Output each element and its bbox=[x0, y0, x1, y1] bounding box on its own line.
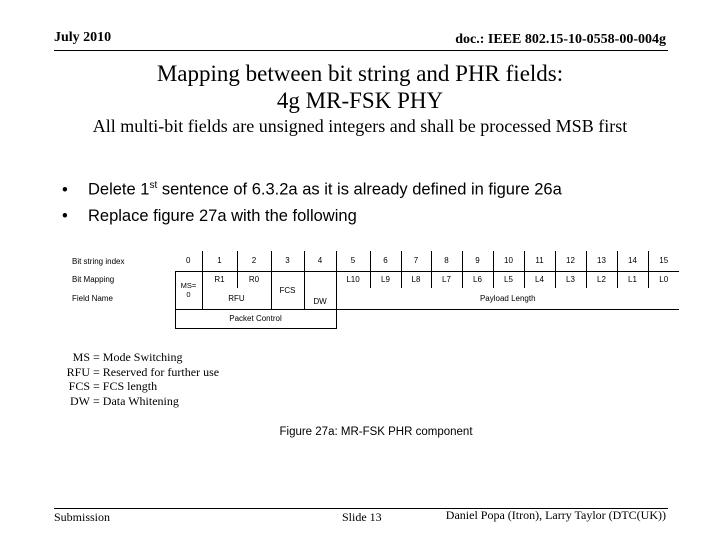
bit-mapping-cell: R0 bbox=[237, 271, 271, 288]
dw-mapping-cell: DW bbox=[304, 271, 336, 309]
packet-control-empty bbox=[336, 309, 679, 328]
bit-index-cell: 13 bbox=[586, 251, 617, 271]
legend-sep: = bbox=[93, 364, 103, 379]
bit-index-cell: 11 bbox=[524, 251, 555, 271]
field-name-label: Field Name bbox=[72, 294, 113, 303]
bullet-text: Replace figure 27a with the following bbox=[88, 207, 357, 225]
packet-control-row bbox=[66, 309, 679, 328]
bit-mapping-cell: L2 bbox=[586, 271, 617, 288]
bit-mapping-cell: L7 bbox=[431, 271, 462, 288]
legend-sep: = bbox=[93, 350, 103, 364]
footer-submission: Submission bbox=[54, 510, 111, 524]
bit-mapping-cell: L9 bbox=[370, 271, 401, 288]
legend-abbr: FCS bbox=[68, 379, 90, 394]
abbreviation-legend bbox=[62, 350, 219, 408]
bit-index-cell: 9 bbox=[462, 251, 493, 271]
ms-mapping-text: MS= bbox=[180, 281, 197, 290]
bit-mapping-label: Bit Mapping bbox=[72, 275, 115, 284]
legend-item bbox=[62, 365, 219, 380]
phr-bit-table bbox=[66, 251, 679, 329]
footer-slide-number: Slide 13 bbox=[342, 510, 382, 524]
figure-caption-text: : MR-FSK PHR component bbox=[334, 426, 473, 438]
slide-title bbox=[0, 60, 720, 114]
bit-index-cell: 15 bbox=[648, 251, 679, 271]
bit-index-cell: 10 bbox=[493, 251, 524, 271]
bit-mapping-cell: L1 bbox=[617, 271, 648, 288]
bit-mapping-cell: L5 bbox=[493, 271, 524, 288]
legend-sep: = bbox=[93, 379, 103, 394]
footer-authors: Daniel Popa (Itron), Larry Taylor (DTC(UK)) bbox=[445, 508, 666, 522]
bit-index-cell: 5 bbox=[336, 251, 370, 271]
bit-mapping-cell: R1 bbox=[202, 271, 237, 288]
bit-index-cell: 0 bbox=[186, 256, 191, 266]
bit-mapping-cell: L6 bbox=[462, 271, 493, 288]
legend-desc: Reserved for further use bbox=[102, 364, 220, 379]
bit-index-cell: 7 bbox=[401, 251, 431, 271]
bullet-list bbox=[62, 180, 562, 234]
rfu-field: RFU bbox=[202, 288, 271, 309]
bit-index-cell: 6 bbox=[370, 251, 401, 271]
bit-index-cell: 14 bbox=[617, 251, 648, 271]
fcs-mapping-cell: FCS bbox=[271, 271, 304, 309]
bit-index-cell: 3 bbox=[271, 251, 304, 271]
legend-sep: = bbox=[93, 393, 103, 408]
slide-title-line1: Mapping between bit string and PHR fields: bbox=[156, 61, 564, 86]
legend-desc: FCS length bbox=[102, 379, 158, 394]
legend-abbr: RFU bbox=[66, 364, 90, 379]
bit-mapping-cell: L3 bbox=[555, 271, 586, 288]
bit-index-cell: 2 bbox=[237, 251, 271, 271]
ms-mapping-cell bbox=[175, 271, 202, 309]
empty-cell bbox=[66, 309, 175, 328]
bit-index-cell: 1 bbox=[202, 251, 237, 271]
legend-item bbox=[62, 394, 219, 409]
bit-index-row bbox=[66, 251, 679, 271]
packet-control-field: Packet Control bbox=[175, 309, 336, 328]
bit-index-label: Bit string index bbox=[72, 256, 125, 266]
field-name-row bbox=[66, 288, 679, 309]
bullet-item bbox=[62, 180, 562, 207]
bit-index-cell: 8 bbox=[431, 251, 462, 271]
bit-mapping-cell: L10 bbox=[336, 271, 370, 288]
ms-mapping-value: 0 bbox=[186, 290, 191, 299]
legend-abbr: MS bbox=[72, 350, 90, 364]
header-date: July 2010 bbox=[54, 30, 112, 45]
bit-index-cell: 12 bbox=[555, 251, 586, 271]
bullet-superscript: st bbox=[149, 180, 158, 191]
bit-mapping-cell: L4 bbox=[524, 271, 555, 288]
figure-caption bbox=[0, 426, 720, 438]
slide-subtitle: All multi-bit fields are unsigned integers and shall be processed MSB first bbox=[92, 116, 628, 136]
bullet-text: sentence of 6.3.2a as it is already defined in figure 26a bbox=[157, 180, 562, 199]
legend-desc: Mode Switching bbox=[102, 350, 183, 364]
bullet-icon: • bbox=[62, 180, 68, 199]
payload-length-field: Payload Length bbox=[336, 288, 679, 309]
slide-title-line2: 4g MR-FSK PHY bbox=[276, 88, 444, 113]
bit-mapping-cell: L8 bbox=[401, 271, 431, 288]
legend-item bbox=[62, 350, 219, 365]
bullet-text: Delete 1 bbox=[88, 180, 150, 199]
legend-abbr: DW bbox=[70, 393, 90, 408]
legend-item bbox=[62, 379, 219, 394]
figure-caption-label: Figure 27a bbox=[279, 426, 335, 438]
bit-mapping-row bbox=[66, 271, 679, 288]
bit-mapping-cell: L0 bbox=[648, 271, 679, 288]
header-divider bbox=[54, 50, 668, 51]
legend-desc: Data Whitening bbox=[102, 393, 179, 408]
bullet-item bbox=[62, 207, 562, 234]
header-doc-id: doc.: IEEE 802.15-10-0558-00-004g bbox=[455, 32, 666, 47]
bullet-icon: • bbox=[62, 207, 68, 225]
bit-index-cell: 4 bbox=[304, 251, 336, 271]
